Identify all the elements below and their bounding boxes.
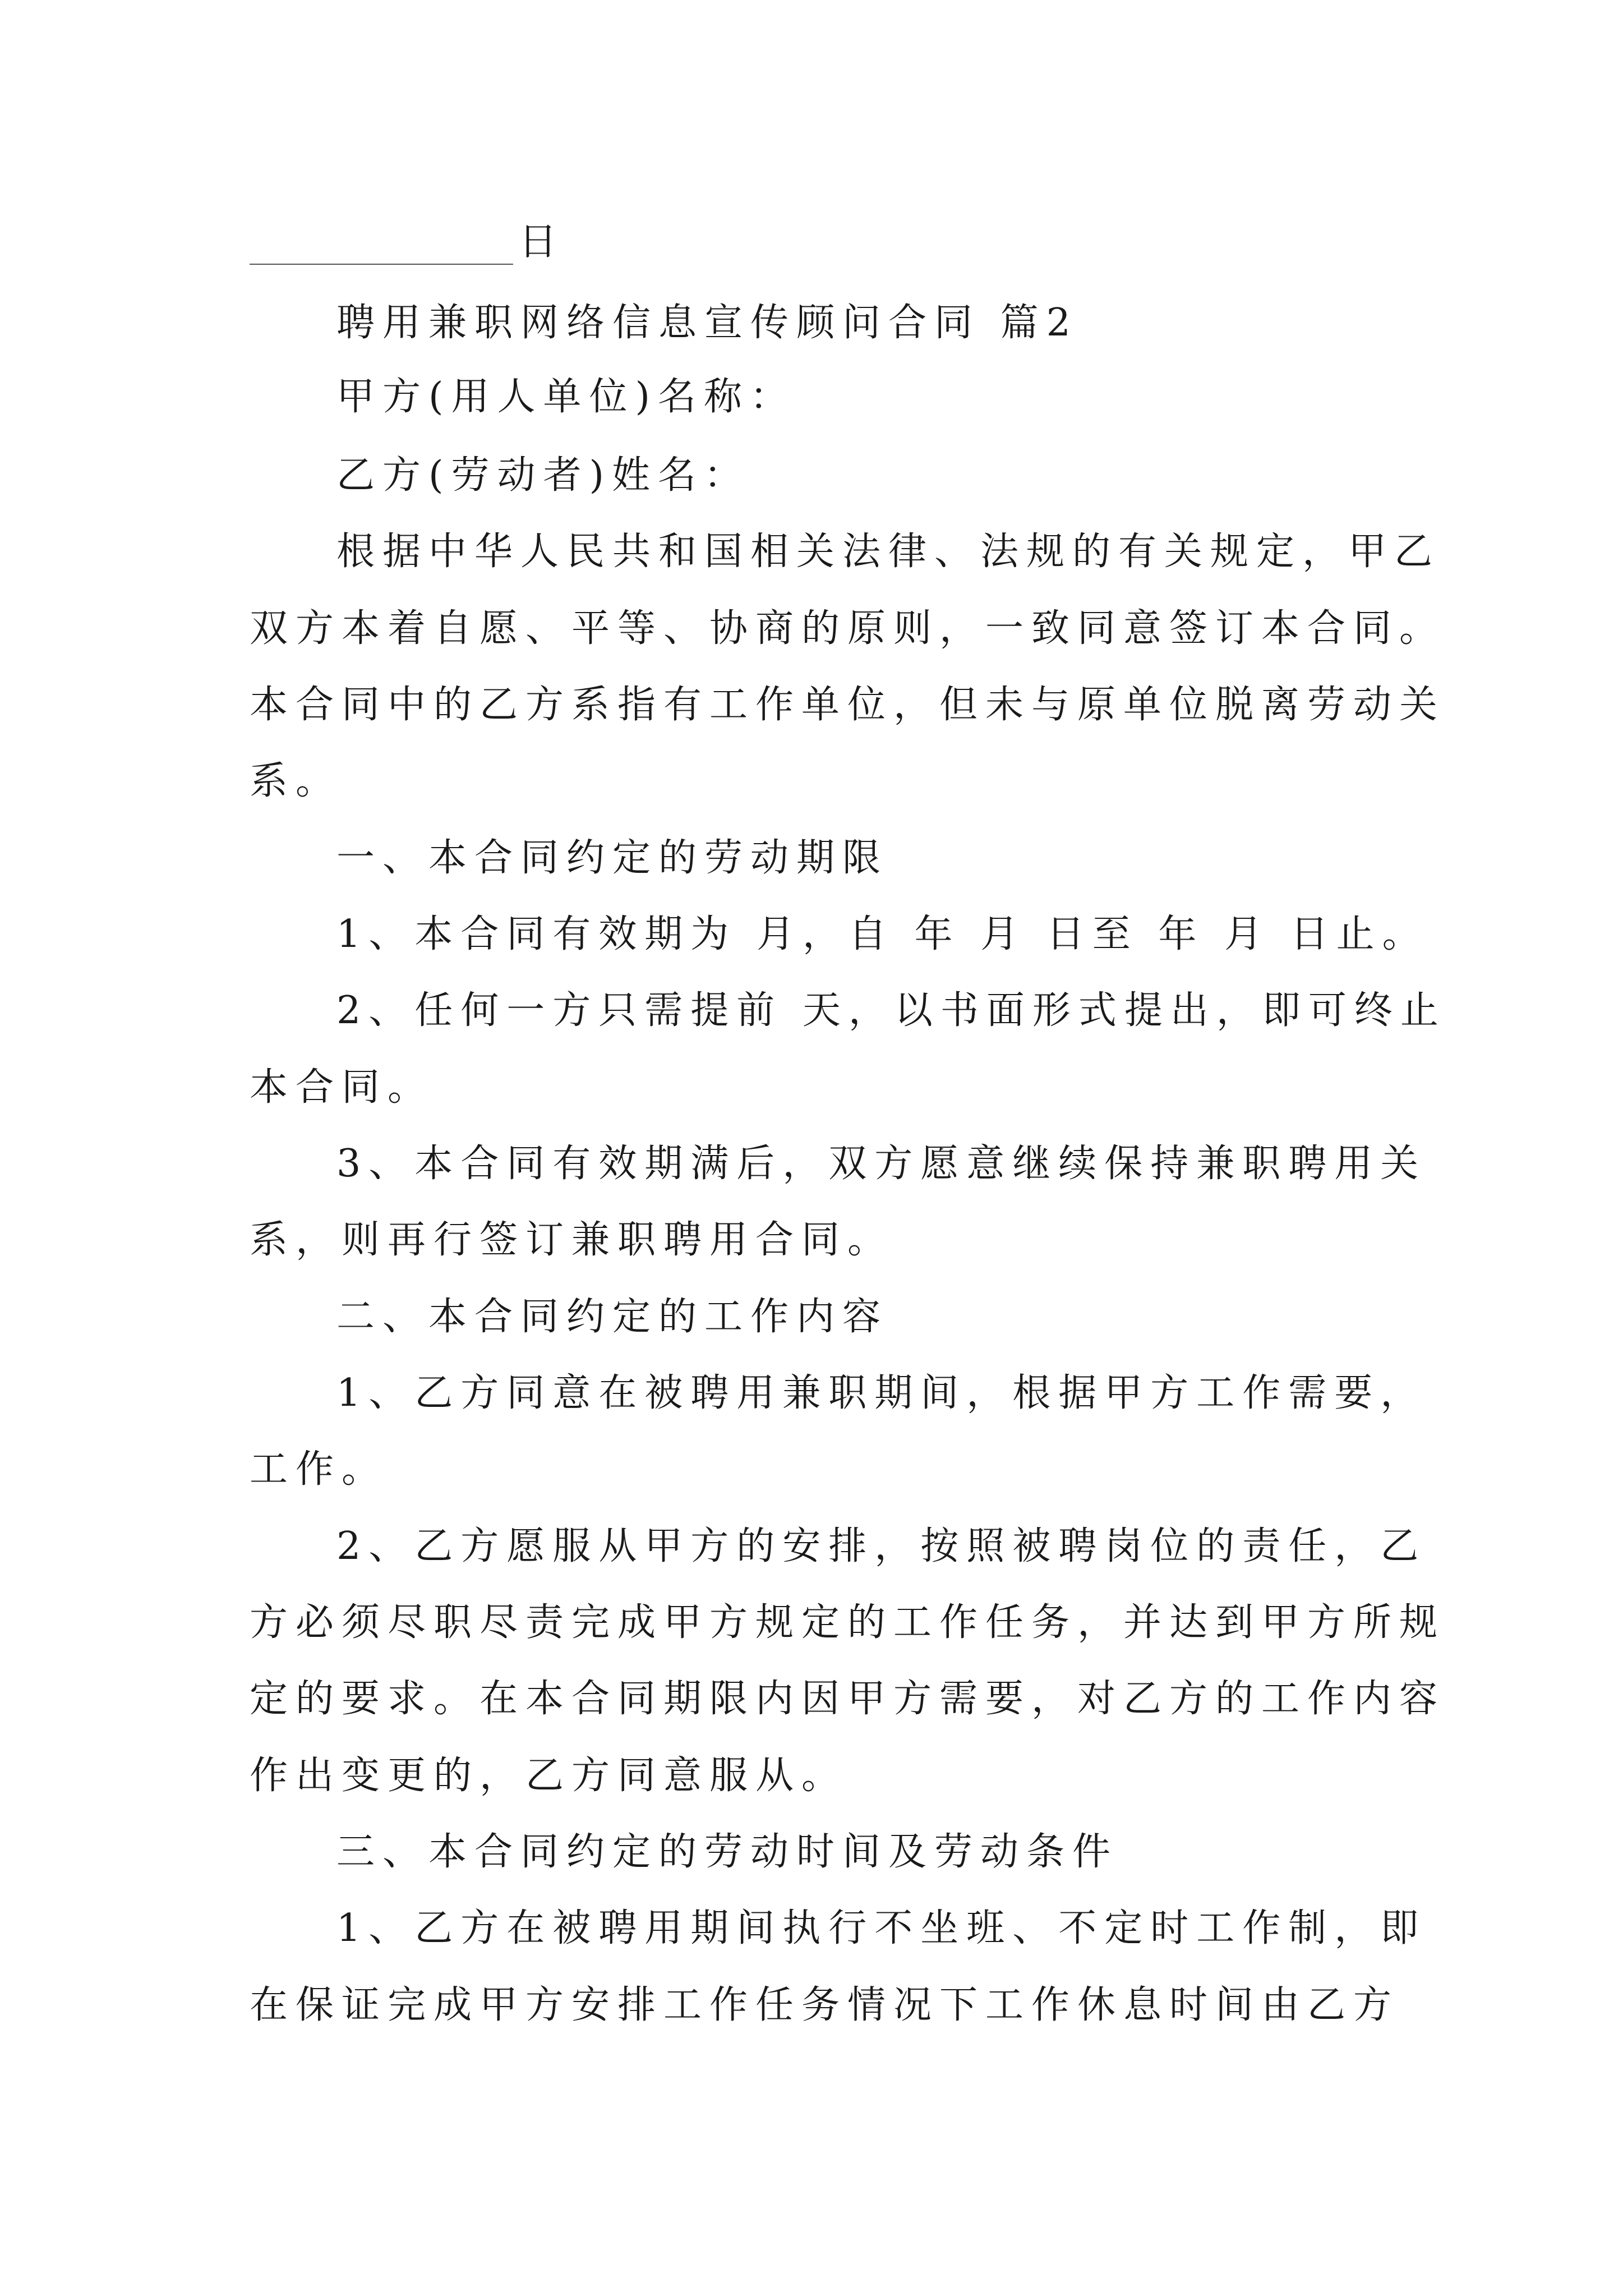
date-suffix: 日 bbox=[519, 220, 565, 264]
clause-line: 作出变更的，乙方同意服从。 bbox=[250, 1754, 848, 1798]
party-b-line: 乙方(劳动者)姓名： bbox=[336, 453, 750, 498]
date-line bbox=[250, 220, 565, 265]
date-blank bbox=[250, 230, 513, 265]
contract-title: 聘用兼职网络信息宣传顾问合同 篇2 bbox=[336, 301, 1078, 345]
intro-line: 本合同中的乙方系指有工作单位，但未与原单位脱离劳动关 bbox=[250, 683, 1446, 727]
clause-line: 系，则再行签订兼职聘用合同。 bbox=[250, 1218, 894, 1262]
clause-line: 1、本合同有效期为 月，自 年 月 日至 年 月 日止。 bbox=[336, 912, 1428, 956]
section-heading: 三、本合同约定的劳动时间及劳动条件 bbox=[336, 1830, 1119, 1874]
section-heading: 二、本合同约定的工作内容 bbox=[336, 1295, 889, 1339]
intro-line: 系。 bbox=[250, 759, 342, 803]
clause-line: 工作。 bbox=[250, 1447, 388, 1492]
clause-line: 1、乙方同意在被聘用兼职期间，根据甲方工作需要， bbox=[336, 1371, 1427, 1415]
clause-line: 3、本合同有效期满后，双方愿意继续保持兼职聘用关 bbox=[336, 1142, 1427, 1186]
section-heading: 一、本合同约定的劳动期限 bbox=[336, 836, 889, 880]
clause-line: 1、乙方在被聘用期间执行不坐班、不定时工作制，即 bbox=[336, 1906, 1427, 1950]
clause-line: 本合同。 bbox=[250, 1065, 434, 1110]
intro-line: 双方本着自愿、平等、协商的原则，一致同意签订本合同。 bbox=[250, 606, 1446, 651]
intro-line: 根据中华人民共和国相关法律、法规的有关规定，甲乙 bbox=[336, 530, 1441, 574]
clause-line: 2、任何一方只需提前 天，以书面形式提出，即可终止 bbox=[336, 988, 1446, 1033]
clause-line: 在保证完成甲方安排工作任务情况下工作休息时间由乙方 bbox=[250, 1983, 1400, 2027]
clause-line: 定的要求。在本合同期限内因甲方需要，对乙方的工作内容 bbox=[250, 1677, 1446, 1721]
clause-line: 方必须尽职尽责完成甲方规定的工作任务，并达到甲方所规 bbox=[250, 1600, 1446, 1645]
clause-line: 2、乙方愿服从甲方的安排，按照被聘岗位的责任，乙 bbox=[336, 1524, 1427, 1568]
party-a-line: 甲方(用人单位)名称： bbox=[336, 375, 796, 419]
